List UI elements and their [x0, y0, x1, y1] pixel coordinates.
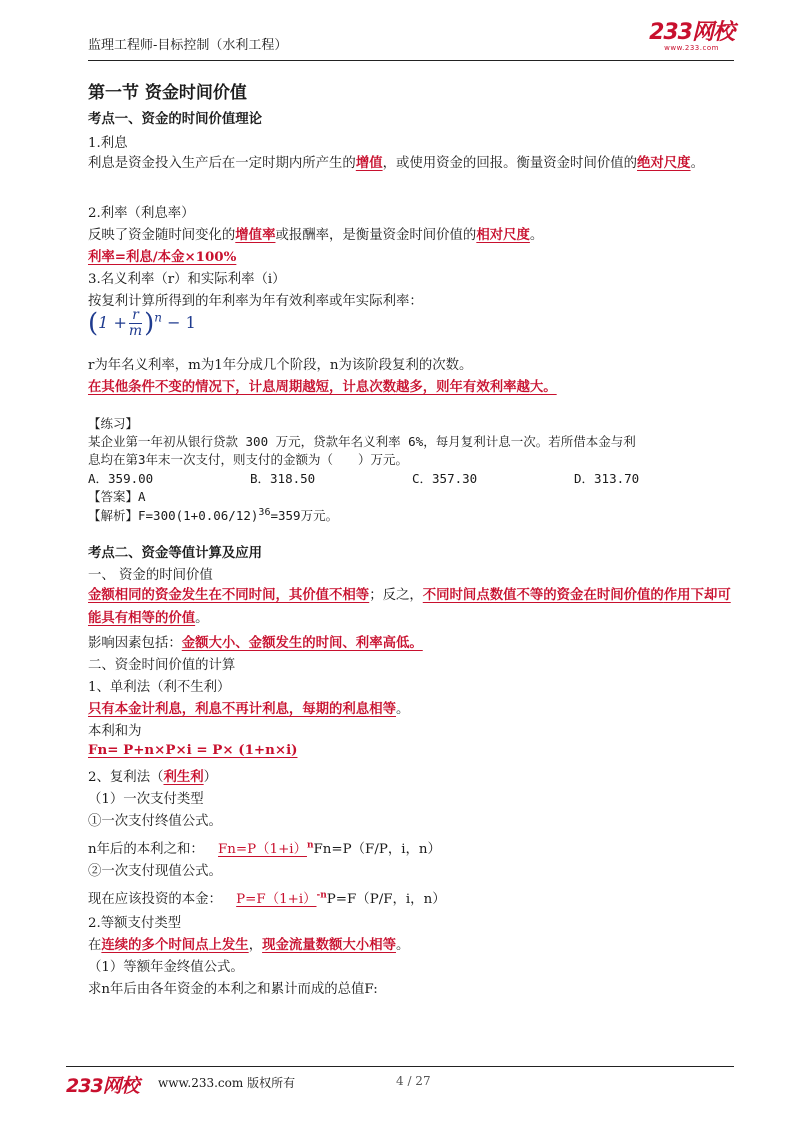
exercise-analysis — [88, 506, 338, 524]
text-run: 。 — [690, 156, 704, 171]
nominal-rate-paragraph: 按复利计算所得到的年利率为年有效利率或年实际利率： — [88, 294, 423, 309]
future-value-formula: Fn=P（1+i） — [218, 842, 307, 857]
exercise-question-line1: 某企业第一年初从银行贷款 300 万元，贷款年名义利率 6%，每月复利计息一次。若所借本金与利 — [88, 434, 636, 449]
future-value-alt: Fn=P（F/P，i，n） — [313, 842, 441, 857]
text-run: 利息是资金投入生产后在一定时期内所产生的 — [88, 156, 356, 171]
header-title: 监理工程师-目标控制（水利工程） — [88, 38, 288, 53]
footer-logo: 233网校 — [66, 1075, 139, 1097]
influence-factors — [88, 632, 423, 651]
compound-interest-heading — [88, 766, 217, 785]
point2-title: 考点二、资金等值计算及应用 — [88, 545, 263, 561]
formula-exponent: n — [154, 310, 163, 325]
sum-label: 本利和为 — [88, 724, 142, 739]
formula-tail: − 1 — [167, 313, 196, 332]
nominal-rate-conclusion: 在其他条件不变的情况下，计息周期越短，计息次数越多，则年有效利率越大。 — [88, 379, 557, 395]
present-value-formula-line — [88, 888, 446, 907]
annuity-description: 求n年后由各年资金的本利之和累计而成的总值F: — [88, 982, 378, 997]
text-run: 【解析】F=300(1+0.06/12) — [88, 508, 259, 523]
point1-title: 考点一、资金的时间价值理论 — [88, 111, 263, 127]
highlight-term: 金额相同的资金发生在不同时间，其价值不相等 — [88, 587, 370, 603]
highlight-term: 利生利 — [163, 769, 204, 785]
calculation-heading: 二、资金时间价值的计算 — [88, 658, 236, 673]
header-divider — [88, 60, 734, 61]
formula-operator: + — [113, 313, 127, 332]
simple-interest-heading: 1、单利法（利不生利） — [88, 680, 231, 695]
text-run: 或报酬率，是衡量资金时间价值的 — [275, 228, 477, 243]
equal-payment-definition — [88, 934, 409, 953]
highlight-term: 作用下却可能具有相等的价值 — [88, 587, 731, 626]
text-run: ，或使用资金的回报。衡量资金时间价值的 — [382, 156, 638, 171]
text-run: 反映了资金随时间变化的 — [88, 228, 236, 243]
highlight-term: 相对尺度 — [476, 227, 530, 243]
exercise-answer: 【答案】A — [88, 489, 146, 504]
text-run: ， — [248, 938, 263, 953]
text-run: 。 — [529, 228, 544, 243]
brand-logo — [649, 22, 734, 52]
text-run: 。 — [395, 702, 410, 717]
nominal-rate-heading: 3.名义利率（r）和实际利率（i） — [88, 272, 286, 287]
section-title: 第一节 资金时间价值 — [88, 83, 247, 103]
effective-rate-formula — [88, 308, 196, 339]
time-value-heading: 一、 资金的时间价值 — [88, 568, 213, 583]
fraction-numerator: r — [129, 308, 142, 324]
page-header — [88, 22, 734, 62]
highlight-term: 连续的多个时间点上发生 — [101, 937, 249, 953]
text-run: ） — [203, 770, 218, 785]
text-run: =359万元。 — [270, 508, 339, 523]
analysis-exponent: 36 — [258, 506, 271, 518]
fraction-denominator: m — [128, 323, 143, 339]
highlight-term: 绝对尺度 — [637, 155, 691, 171]
text-run: ；反之， — [369, 588, 423, 603]
single-payment-heading: （1）一次支付类型 — [88, 792, 204, 807]
logo-text: 233网校 — [649, 20, 734, 45]
exercise-question-line2: 息均在第3年末一次支付，则支付的金额为（ ）万元。 — [88, 452, 409, 467]
formula-explanation: r为年名义利率，m为1年分成几个阶段，n为该阶段复利的次数。 — [88, 358, 473, 373]
page-footer — [66, 1066, 734, 1096]
exercise-label: 【练习】 — [88, 416, 139, 431]
rate-paragraph — [88, 224, 543, 243]
formula-term: 1 — [98, 313, 109, 332]
equal-payment-heading: 2.等额支付类型 — [88, 916, 182, 931]
highlight-term: 现金流量数额大小相等 — [262, 937, 396, 953]
text-run: 。 — [395, 938, 410, 953]
logo-url: www.233.com — [664, 44, 719, 52]
footer-divider — [66, 1066, 734, 1067]
option-b: B．318.50 — [250, 471, 316, 486]
formula-exponent: n — [306, 840, 314, 851]
interest-heading: 1.利息 — [88, 136, 128, 151]
annuity-heading: （1）等额年金终值公式。 — [88, 960, 244, 975]
option-d: D．313.70 — [574, 471, 640, 486]
text-run: 影响因素包括： — [88, 636, 182, 651]
simple-interest-formula: Fn= P+n×P×i = P× (1+n×i) — [88, 742, 298, 758]
option-a: A．359.00 — [88, 471, 154, 486]
text-run: 在 — [88, 938, 102, 953]
paren-close: ) — [144, 308, 155, 339]
rate-heading: 2.利率（利息率） — [88, 206, 195, 221]
time-value-paragraph — [88, 584, 736, 630]
text-run: n年后的本利之和： — [88, 842, 204, 857]
present-value-heading: ②一次支付现值公式。 — [88, 864, 222, 879]
formula-exponent: -n — [316, 890, 327, 901]
footer-copyright: www.233.com 版权所有 — [158, 1076, 296, 1090]
paren-open: ( — [88, 308, 99, 339]
present-value-alt: P=F（P/F，i，n） — [326, 892, 446, 907]
future-value-formula-line — [88, 838, 441, 857]
future-value-heading: ①一次支付终值公式。 — [88, 814, 222, 829]
page-number: 4 / 27 — [396, 1074, 431, 1088]
text-run: 2、复利法（ — [88, 770, 164, 785]
text-run: 。 — [195, 611, 209, 626]
option-c: C．357.30 — [412, 471, 478, 486]
highlight-term: 只有本金计利息，利息不再计利息，每期的利息相等 — [88, 701, 396, 717]
formula-fraction — [129, 308, 142, 339]
present-value-formula: P=F（1+i） — [236, 892, 317, 907]
highlight-term: 增值率 — [235, 227, 276, 243]
highlight-term: 金额大小、金额发生的时间、利率高低。 — [181, 635, 423, 651]
exercise-options — [88, 469, 736, 487]
highlight-term: 不同时间点数值不等的资金在时间价值的 — [422, 587, 664, 603]
text-run: 现在应该投资的本金： — [88, 892, 222, 907]
highlight-term: 增值 — [355, 155, 383, 171]
interest-paragraph — [88, 152, 736, 175]
rate-formula: 利率=利息/本金×100% — [88, 249, 237, 265]
simple-interest-definition — [88, 698, 409, 717]
